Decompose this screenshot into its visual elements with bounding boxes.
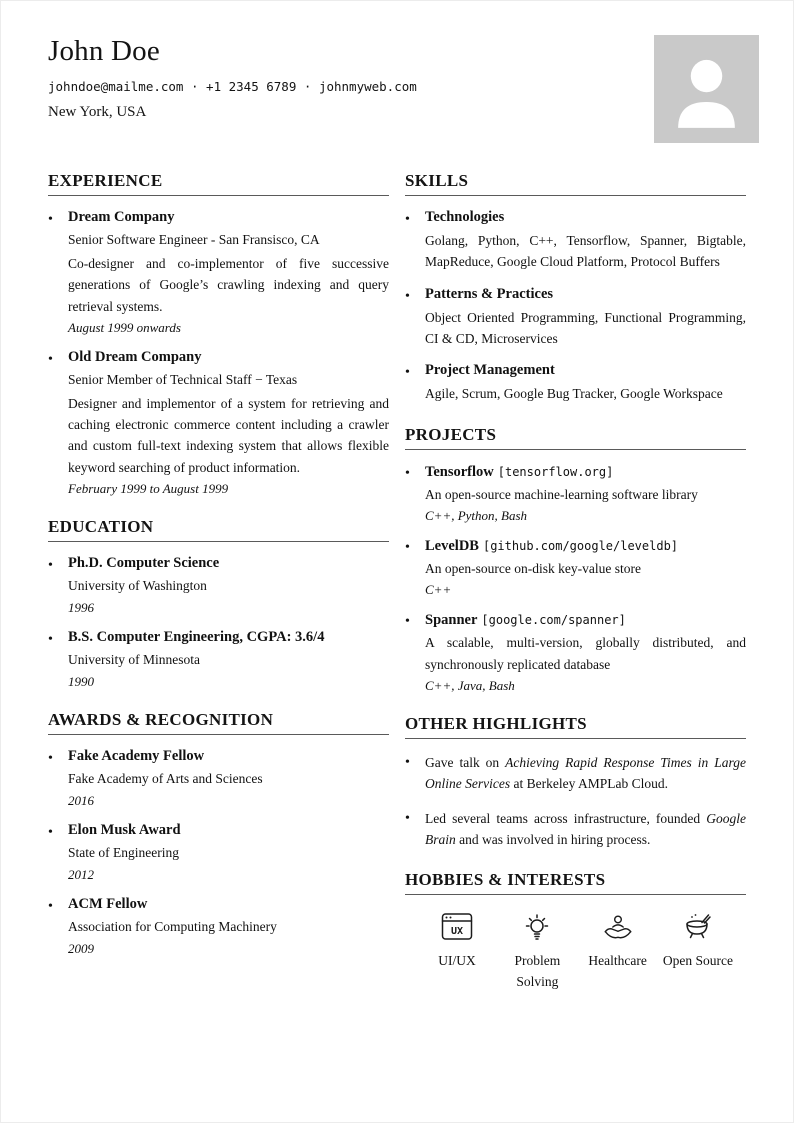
ux-icon-text: UX bbox=[450, 926, 464, 938]
highlight-emphasis: Achieving Rapid Response Times in Large Online Services bbox=[425, 754, 746, 792]
cauldron-icon bbox=[682, 912, 714, 942]
section-title-projects: PROJECTS bbox=[405, 425, 746, 450]
award-org: State of Engineering bbox=[68, 844, 179, 860]
project-description: A scalable, multi-version, globally distributed, and synchronously replicated database bbox=[425, 635, 746, 672]
right-column bbox=[405, 171, 746, 1013]
hobby-label: Healthcare bbox=[588, 953, 647, 969]
award-org: Fake Academy of Arts and Sciences bbox=[68, 770, 263, 786]
highlight-emphasis: Google Brain bbox=[425, 810, 746, 847]
highlight-item bbox=[405, 752, 746, 795]
hobby-uiux bbox=[417, 912, 497, 993]
education-item bbox=[48, 555, 389, 616]
skill-item bbox=[405, 362, 746, 404]
highlight-text: and was involved in hiring process. bbox=[455, 831, 651, 847]
award-name: • Fake Academy Fellow bbox=[68, 747, 205, 764]
experience-company: • Dream Company bbox=[68, 209, 175, 225]
education-school: University of Minnesota bbox=[68, 652, 200, 668]
education-degree: • B.S. Computer Engineering, CGPA: 3.6/4 bbox=[68, 629, 325, 646]
award-item bbox=[48, 896, 389, 957]
skill-list: Object Oriented Programming, Functional Programming, CI & CD, Microservices bbox=[425, 309, 746, 346]
hobby-label: Open Source bbox=[662, 953, 734, 969]
project-tech: C++ bbox=[425, 582, 452, 598]
experience-date: February 1999 to August 1999 bbox=[68, 481, 229, 497]
profile-photo bbox=[654, 35, 759, 143]
left-column bbox=[48, 171, 389, 1013]
experience-description: Co-designer and co-implementor of five successive generations of Google’s crawling indexing and query retrieval systems. bbox=[68, 255, 389, 314]
education-item bbox=[48, 629, 389, 690]
section-highlights bbox=[405, 714, 746, 850]
experience-description: Designer and implementor of a system for retrieving and caching electronic commerce content including a crawler and custom full-text indexing system that allows flexible keyword searching of product information. bbox=[68, 395, 389, 475]
award-date: 2009 bbox=[68, 940, 94, 956]
project-link[interactable]: [github.com/google/leveldb] bbox=[482, 538, 679, 553]
experience-item bbox=[48, 209, 389, 336]
section-title-highlights: OTHER HIGHLIGHTS bbox=[405, 714, 746, 739]
education-school: University of Washington bbox=[68, 578, 207, 594]
project-item bbox=[405, 463, 746, 524]
header bbox=[1, 1, 793, 143]
skill-category: • Project Management bbox=[425, 362, 555, 379]
section-title-experience: EXPERIENCE bbox=[48, 171, 389, 196]
award-item bbox=[48, 748, 389, 809]
skill-list: Agile, Scrum, Google Bug Tracker, Google Workspace bbox=[425, 386, 723, 402]
hobby-label: UI/UX bbox=[438, 953, 476, 969]
skill-item bbox=[405, 286, 746, 350]
healthcare-icon bbox=[602, 912, 634, 942]
location: New York, USA bbox=[48, 104, 147, 120]
award-item bbox=[48, 822, 389, 883]
section-projects bbox=[405, 425, 746, 694]
section-hobbies bbox=[405, 870, 746, 993]
website-link[interactable]: johnmyweb.com bbox=[318, 79, 417, 94]
award-name: • ACM Fellow bbox=[68, 895, 148, 912]
section-title-skills: SKILLS bbox=[405, 171, 746, 196]
skill-category: • Technologies bbox=[425, 209, 505, 225]
hobby-problem-solving bbox=[497, 912, 577, 993]
project-tech: C++, Java, Bash bbox=[425, 677, 515, 693]
section-title-education: EDUCATION bbox=[48, 517, 389, 542]
ux-icon bbox=[441, 912, 473, 942]
award-date: 2016 bbox=[68, 792, 94, 808]
contact-line bbox=[48, 79, 417, 94]
experience-date: August 1999 onwards bbox=[68, 319, 181, 335]
highlight-text: at Berkeley AMPLab Cloud. bbox=[510, 776, 668, 792]
skill-list: Golang, Python, C++, Tensorflow, Spanner, Bigtable, MapReduce, Google Cloud Platform, Protocol Buffers bbox=[425, 233, 746, 270]
award-name: • Elon Musk Award bbox=[68, 821, 181, 838]
experience-item bbox=[48, 349, 389, 497]
experience-role: Senior Software Engineer - San Fransisco, CA bbox=[68, 232, 320, 247]
project-name: Spanner bbox=[425, 612, 478, 629]
highlight-text: Led several teams across infrastructure, founded bbox=[425, 810, 707, 826]
experience-role: Senior Member of Technical Staff − Texas bbox=[68, 371, 298, 387]
hobby-open-source bbox=[658, 912, 738, 993]
project-description: An open-source on-disk key-value store bbox=[425, 560, 641, 576]
project-link[interactable]: [google.com/spanner] bbox=[481, 613, 626, 628]
project-description: An open-source machine-learning software library bbox=[425, 486, 698, 502]
section-title-hobbies: HOBBIES & INTERESTS bbox=[405, 870, 746, 895]
skill-item bbox=[405, 209, 746, 273]
project-item bbox=[405, 537, 746, 598]
project-name: LevelDB bbox=[425, 537, 479, 554]
education-date: 1996 bbox=[68, 600, 94, 616]
header-text bbox=[48, 35, 417, 121]
highlight-text: Gave talk on bbox=[425, 754, 506, 770]
lightbulb-icon bbox=[521, 912, 553, 942]
skill-category: • Patterns & Practices bbox=[425, 285, 554, 302]
project-link[interactable]: [tensorflow.org] bbox=[497, 464, 614, 479]
project-item bbox=[405, 611, 746, 694]
hobby-healthcare bbox=[578, 912, 658, 993]
hobbies-row bbox=[405, 908, 746, 993]
education-degree: • Ph.D. Computer Science bbox=[68, 555, 220, 572]
contact-separator: · bbox=[296, 79, 319, 94]
highlight-item bbox=[405, 808, 746, 851]
project-name: Tensorflow bbox=[425, 463, 494, 480]
hobby-label: Problem Solving bbox=[514, 953, 561, 990]
phone-number: +1 2345 6789 bbox=[206, 79, 297, 94]
contact-separator: · bbox=[183, 79, 207, 94]
experience-company: • Old Dream Company bbox=[68, 348, 202, 365]
person-silhouette-icon bbox=[654, 35, 759, 143]
section-experience bbox=[48, 171, 389, 497]
email-link[interactable]: johndoe@mailme.com bbox=[48, 79, 184, 94]
award-org: Association for Computing Machinery bbox=[68, 918, 277, 934]
section-education bbox=[48, 517, 389, 690]
project-tech: C++, Python, Bash bbox=[425, 507, 528, 523]
education-date: 1990 bbox=[68, 673, 94, 689]
person-name: John Doe bbox=[48, 35, 160, 67]
section-awards bbox=[48, 710, 389, 957]
award-date: 2012 bbox=[68, 866, 94, 882]
content-columns bbox=[1, 171, 793, 1013]
section-skills bbox=[405, 171, 746, 405]
section-title-awards: AWARDS & RECOGNITION bbox=[48, 710, 389, 735]
